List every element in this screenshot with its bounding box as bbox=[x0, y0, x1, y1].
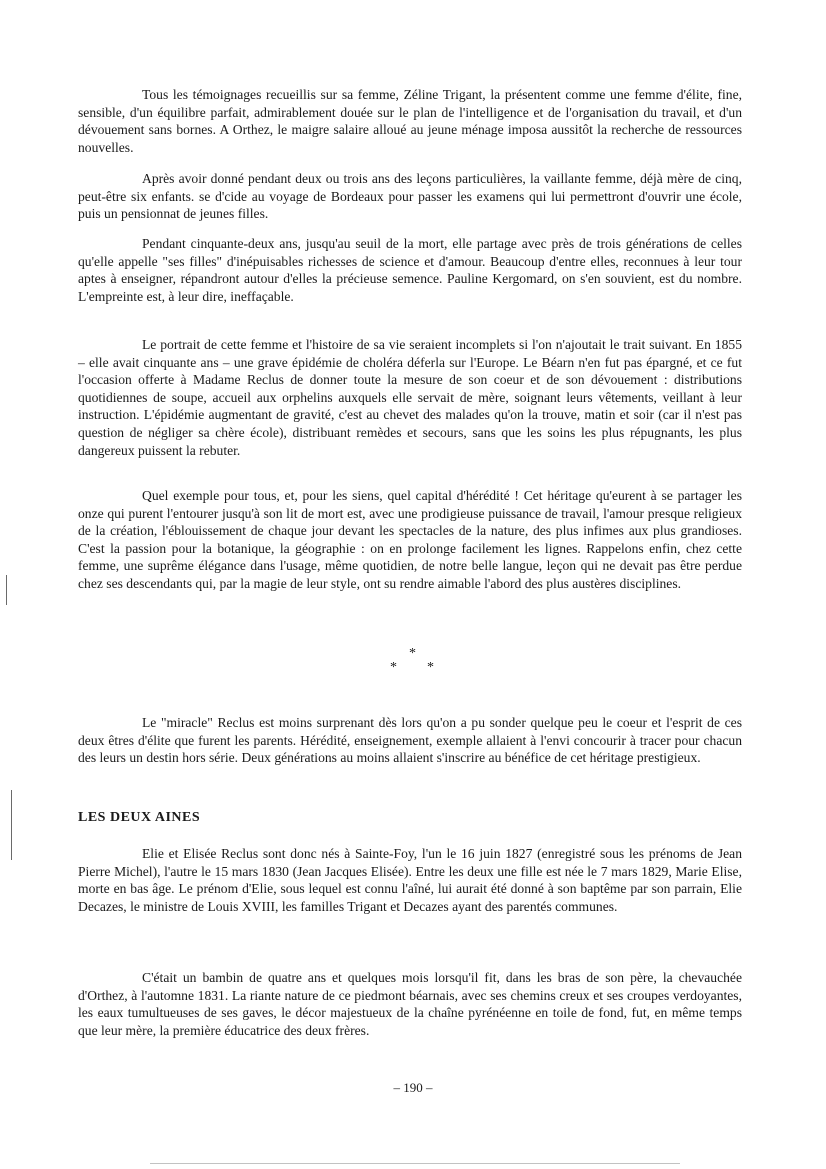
paragraph-epidemie-cholera: Le portrait de cette femme et l'histoire de sa vie seraient incomplets si l'on n'ajoutait le trait suivant. En 1855 – elle avait cinquante ans – une grave épidémie de choléra déferla sur l'Europe. Le Béarn n'en fut pas épargné, et ce fut l'occasion offerte à Madame Reclus de donner toute la mesure de son coeur et de son dévouement : distributions quotidiennes de soupe, accueil aux orphelins auxquels elle servait de mère, soignant leurs vêtements, veillant à leur instruction. L'épidémie augmentant de gravité, c'est au chevet des malades qu'on la trouve, matin et soir (car il n'est pas question de négliger sa chère école), distribuant remèdes et secours, sans que les soins les plus répugnants, les plus dangereux puissent la rebuter. bbox=[78, 337, 742, 458]
paragraph-lecons-particulieres: Après avoir donné pendant deux ou trois ans des leçons particulières, la vaillante femme, déjà mère de cinq, peut-être six enfants. se d'cide au voyage de Bordeaux pour passer les examens qui lui permettront d'ouvrir une école, puis un pensionnat de jeunes filles. bbox=[78, 171, 742, 222]
scan-margin-mark bbox=[6, 575, 7, 605]
paragraph-miracle-reclus: Le "miracle" Reclus est moins surprenant dès lors qu'on a pu sonder quelque peu le coeur et l'esprit de ces deux êtres d'élite que furent les parents. Hérédité, enseignement, exemple allaient à l'envi concourir à tracer pour chacun des leurs un destin hors série. Deux générations au moins allaient s'inscrire au bénéfice de cet héritage prestigieux. bbox=[78, 715, 742, 766]
paragraph-cinquante-deux-ans: Pendant cinquante-deux ans, jusqu'au seuil de la mort, elle partage avec près de trois générations de celles qu'elle appelle "ses filles" d'inépuisables richesses de science et d'amour. Beaucoup d'entre elles, reconnues à leur tour aptes à enseigner, répandront autour d'elles la précieuse semence. Pauline Kergomard, on s'en souvient, est du nombre. L'empreinte est, à leur dire, ineffaçable. bbox=[78, 236, 742, 304]
section-separator bbox=[385, 647, 439, 677]
page-number: – 190 – bbox=[393, 1080, 433, 1095]
paragraph-elie-elisee: Elie et Elisée Reclus sont donc nés à Sainte-Foy, l'un le 16 juin 1827 (enregistré sous les prénoms de Jean Pierre Michel), l'autre le 15 mars 1830 (Jean Jacques Elisée). Entre les deux une fille est née le 7 mars 1829, Marie Elise, morte en bas âge. Le prénom d'Elie, sous lequel est connu l'aîné, lui aurait été donné à son baptême par son parrain, Elie Decazes, le ministre de Louis XVIII, les familles Trigant et Decazes ayant des parentés communes. bbox=[78, 846, 742, 914]
section-heading: LES DEUX AINES bbox=[78, 810, 201, 825]
separator-star: * bbox=[390, 660, 397, 675]
paragraph-zeline-trigant: Tous les témoignages recueillis sur sa femme, Zéline Trigant, la présentent comme une femme d'élite, fine, sensible, d'un équilibre parfait, admirablement douée sur le plan de l'intelligence et de l'organisation du travail, et d'un dévouement sans bornes. A Orthez, le maigre salaire alloué au jeune ménage imposa aussitôt la recherche de ressources nouvelles. bbox=[78, 87, 742, 155]
paragraph-capital-heredite: Quel exemple pour tous, et, pour les siens, quel capital d'hérédité ! Cet héritage qu'eurent à se partager les onze qui purent l'entourer jusqu'à son lit de mort est, avec une prodigieuse puissance de travail, l'amour presque religieux de la création, l'éblouissement de chaque jour devant les spectacles de la nature, des plus infimes aux plus grandioses. C'est la passion pour la botanique, la géographie : on en prolonge facilement les lignes. Rappelons enfin, chez cette femme, une suprême élégance dans l'usage, même quotidien, de notre belle langue, leçon qui ne devait pas être perdue chez ses descendants qui, par la magie de leur style, ont su rendre aimable l'abord des plus austères disciplines. bbox=[78, 488, 742, 591]
paragraph-bambin: C'était un bambin de quatre ans et quelques mois lorsqu'il fit, dans les bras de son père, la chevauchée d'Orthez, à l'automne 1831. La riante nature de ce piedmont béarnais, avec ses chemins creux et ses croupes verdoyantes, les eaux tumultueuses de ses gaves, le décor majestueux de la chaîne pyrénéenne en toile de fond, fut, en même temps que leur mère, la première éducatrice des deux frères. bbox=[78, 970, 742, 1038]
scan-margin-mark bbox=[11, 790, 12, 860]
separator-star: * bbox=[409, 646, 416, 661]
separator-star: * bbox=[427, 660, 434, 675]
scan-bottom-edge bbox=[150, 1163, 680, 1164]
